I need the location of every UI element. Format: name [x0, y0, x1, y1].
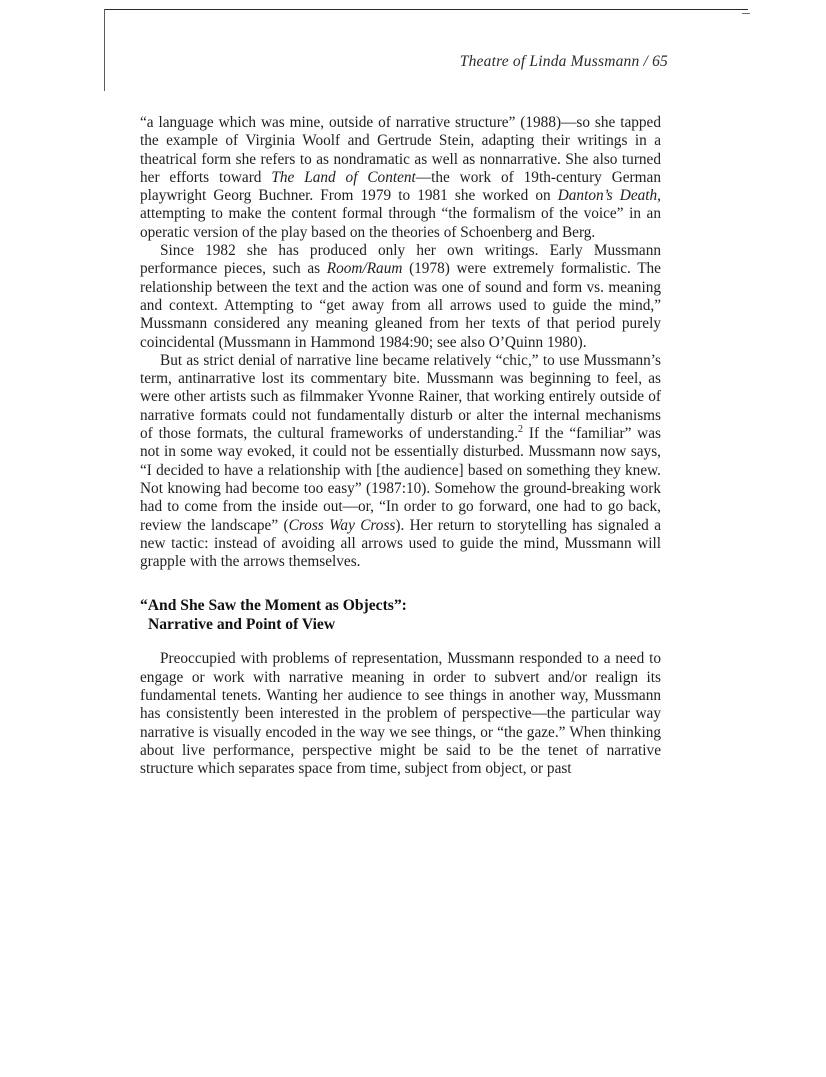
- paragraph-1-run-5: attempting to make the content formal through “the formalism of the voice” in an operatic version of the play based on the theories of Schoenberg and Berg.: [140, 205, 661, 241]
- section-heading-line-1: “And She Saw the Moment as Objects”:: [140, 597, 407, 615]
- paragraph-1: [140, 114, 661, 242]
- paragraph-3: [140, 352, 661, 572]
- paragraph-2: [140, 242, 661, 352]
- footnote-marker-2: 2: [518, 424, 524, 436]
- section-heading-line-2: Narrative and Point of View: [148, 615, 336, 633]
- paragraph-2-run-3: (1978) were extremely formalistic. The relationship between the text and the action was one of sound and form vs. meaning and context. Attempting to “get away from all arrows used to guide the mind,” Mussmann considered any meaning gleaned from her texts of that period purely coincidental (Mussmann in Hammond 1984:90; see also O’Quinn 1980).: [140, 260, 661, 351]
- title-dantons-death: Danton’s Death,: [557, 187, 661, 205]
- paragraph-3-run-1: But as strict denial of narrative line became relatively “chic,” to use Mussmann’s term, antinarrative lost its commentary bite. Mussmann was beginning to feel, as were other artists such as filmmaker Yvonne Rainer, that working entirely outside of narrative formats could not fundamentally disturb or alter the internal mechanisms of those formats, the cultural frameworks of understanding.: [140, 351, 661, 443]
- section-paragraph: Preoccupied with problems of representation, Mussmann responded to a need to engage or work with narrative meaning in order to subvert and/or realign its fundamental tenets. Wanting her audience to see things in another way, Mussmann has consistently been interested in the problem of perspective—the particular way narrative is visually encoded in the way we see things, or “the gaze.” When thinking about live performance, perspective might be said to be the tenet of narrative structure which separates space from time, subject from object, or past: [140, 650, 661, 778]
- paragraph-1-run-1: “a language which was mine, outside of narrative structure” (1988)—so she tapped the example of Virginia Woolf and Gertrude Stein, adapting their writings in a theatrical form she refers to as nondramatic as well as nonnarrative. She also turned her efforts toward: [140, 114, 661, 186]
- paragraph-3-run-5: ). Her return to storytelling has signaled a new tactic: instead of avoiding all arrows used to guide the mind, Mussmann will grapple with the arrows themselves.: [140, 516, 661, 571]
- paragraph-2-run-1: Since 1982 she has produced only her own writings. Early Mussmann performance pieces, such as: [140, 242, 661, 278]
- scan-edge-left-line: [104, 9, 105, 91]
- title-cross-way-cross: Cross Way Cross: [288, 516, 396, 534]
- paragraph-1-run-3: —the work of 19th-century German playwright Georg Buchner. From 1979 to 1981 she worked on: [140, 168, 661, 205]
- title-land-of-content: The Land of Content: [271, 168, 416, 186]
- title-room-raum: Room/Raum: [326, 260, 403, 278]
- running-head: Theatre of Linda Mussmann / 65: [459, 53, 668, 70]
- scan-edge-top-line: [104, 9, 748, 10]
- page-body: [140, 114, 661, 779]
- scan-edge-right-tick: [742, 13, 750, 14]
- paragraph-3-run-3: If the “familiar” was not in some way evoked, it could not be essentially disturbed. Mussmann now says, “I decided to have a relationship with [the audience] based on something they knew. Not knowing had become too easy” (1987:10). Somehow the ground-breaking work had to come from the inside out—or, “In order to go forward, one had to go back, review the landscape” (: [140, 425, 661, 534]
